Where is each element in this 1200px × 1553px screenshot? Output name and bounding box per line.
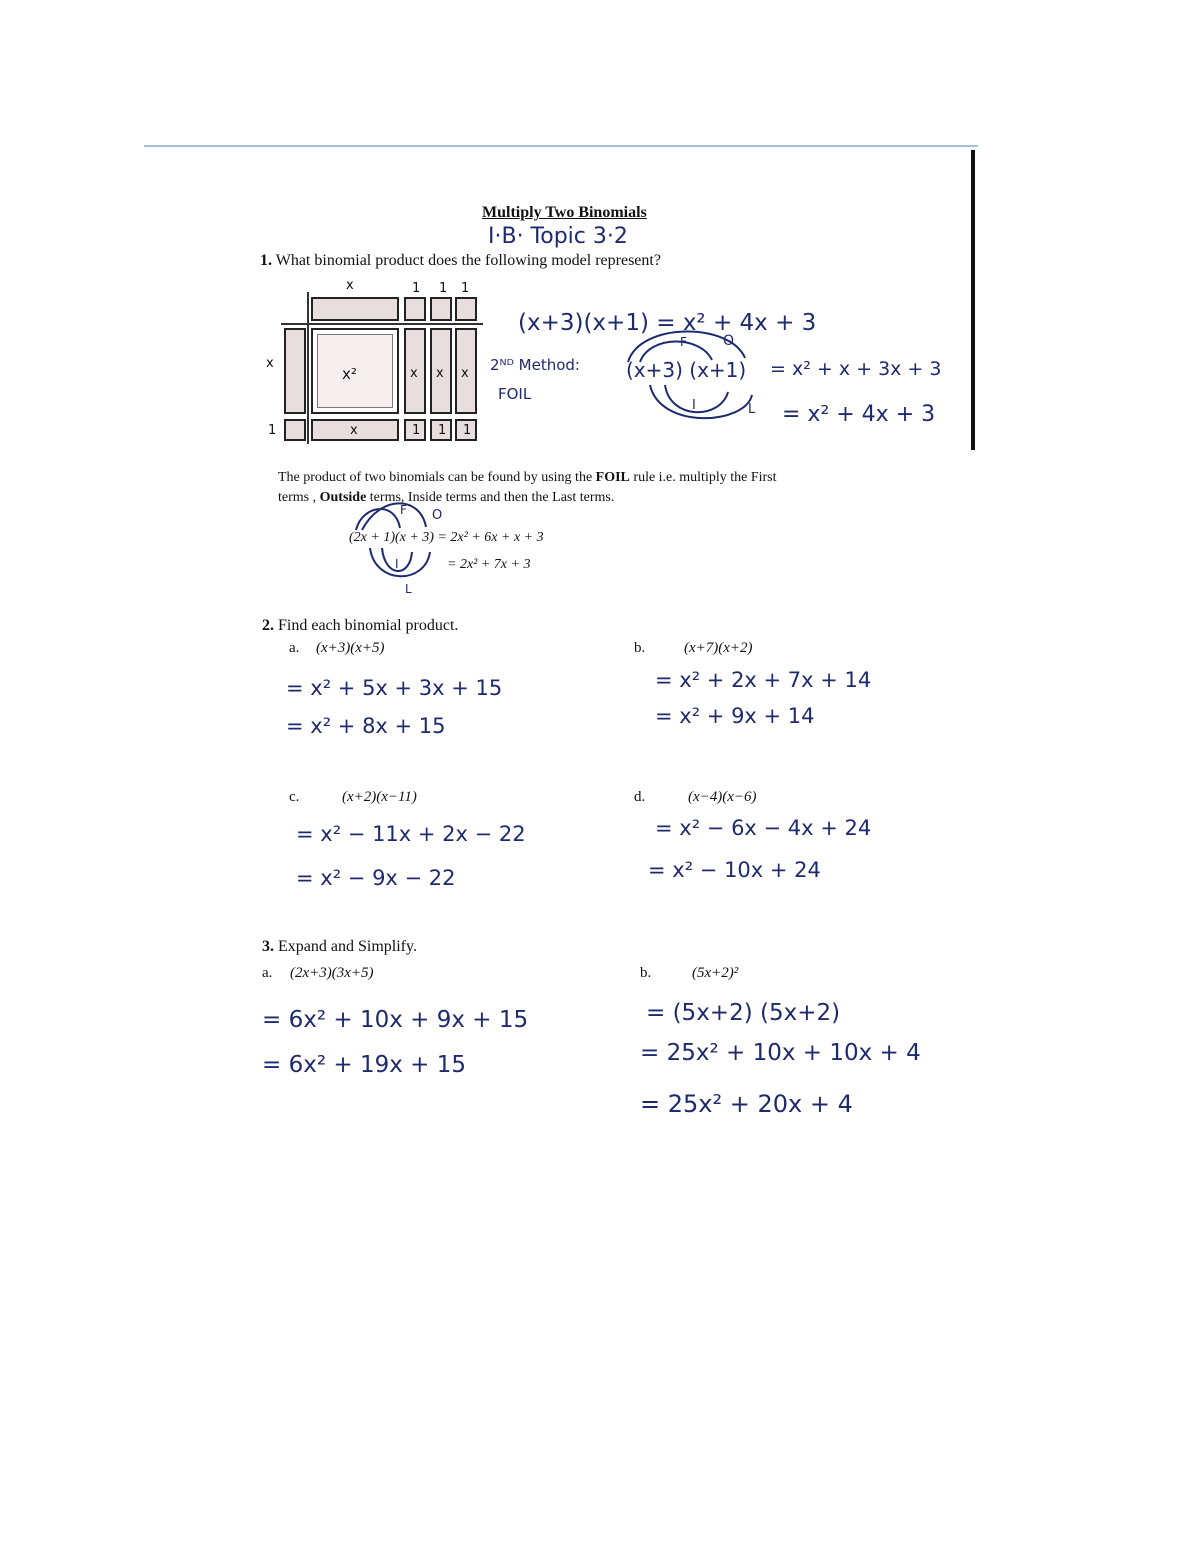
foil-example-line2: = 2x² + 7x + 3 [447, 557, 531, 572]
q2-prompt-text: Find each binomial product. [278, 617, 459, 634]
q2d-expression: (x−4)(x−6) [688, 789, 757, 805]
q2b-work1: = x² + 2x + 7x + 14 [655, 668, 872, 692]
tile-label-left-x: x [266, 356, 274, 371]
worksheet-subtitle-handwritten: I·B· Topic 3·2 [488, 224, 628, 249]
q2c-work2: = x² − 9x − 22 [296, 866, 456, 890]
q1-foil-letter-o: O [723, 333, 735, 349]
q2a-label: a. [289, 640, 300, 656]
q1-prompt-text: What binomial product does the following model represent? [275, 252, 661, 269]
tile-label-bottom-1a: 1 [412, 423, 421, 438]
tile-label-right-x2: x [436, 366, 444, 381]
q1-foil-letter-i: I [692, 398, 696, 413]
q3-prompt-text: Expand and Simplify. [278, 938, 417, 955]
tile-label-top-1b: 1 [439, 281, 448, 296]
q2d-work2: = x² − 10x + 24 [648, 858, 821, 882]
q2b-label: b. [634, 640, 646, 656]
q1-number: 1. [260, 252, 272, 269]
q3b-work2: = 25x² + 10x + 10x + 4 [640, 1040, 921, 1066]
foil-example-letter-l: L [405, 582, 412, 596]
foil-info-text-b: rule i.e. multiply the First [629, 470, 777, 485]
q2c-expression: (x+2)(x−11) [342, 789, 417, 805]
tile-label-top-1a: 1 [412, 281, 421, 296]
q2c-work1: = x² − 11x + 2x − 22 [296, 822, 526, 846]
q3b-label: b. [640, 965, 652, 981]
foil-example-line1: (2x + 1)(x + 3) = 2x² + 6x + x + 3 [349, 530, 544, 545]
foil-info-text-c: terms , [278, 490, 320, 505]
q2a-work2: = x² + 8x + 15 [286, 714, 446, 738]
q3a-work2: = 6x² + 19x + 15 [262, 1052, 466, 1078]
q1-answer-line3: = x² + 4x + 3 [782, 402, 936, 427]
foil-info-bold-foil: FOIL [595, 470, 630, 485]
q3a-expression: (2x+3)(3x+5) [290, 965, 374, 981]
q3b-work1: = (5x+2) (5x+2) [646, 1000, 841, 1026]
q3-prompt [262, 938, 417, 956]
q2b-work2: = x² + 9x + 14 [655, 704, 815, 728]
foil-info-text-a: The product of two binomials can be found by using the [278, 470, 596, 485]
tile-label-top-1c: 1 [461, 281, 470, 296]
foil-example-letter-f: F [400, 503, 407, 517]
q2-prompt [262, 617, 458, 635]
tile-label-bottom-1b: 1 [438, 423, 447, 438]
q1-foil-label: FOIL [498, 385, 532, 403]
tile-label-bottom-x: x [350, 423, 358, 438]
foil-info-text-d: terms, Inside terms and then the Last terms. [366, 490, 615, 505]
tile-label-right-x1: x [410, 366, 418, 381]
tile-label-top-x: x [346, 278, 354, 293]
worksheet-title: Multiply Two Binomials [482, 204, 647, 221]
q2a-work1: = x² + 5x + 3x + 15 [286, 676, 503, 700]
q1-foil-expression: (x+3) (x+1) [626, 358, 747, 382]
q2a-expression: (x+3)(x+5) [316, 640, 385, 656]
foil-example-letter-i: I [395, 557, 399, 571]
q1-foil-letter-l: L [748, 402, 756, 417]
q1-method-label: 2ᴺᴰ Method: [490, 356, 580, 374]
q2c-label: c. [289, 789, 300, 805]
q2d-work1: = x² − 6x − 4x + 24 [655, 816, 872, 840]
tile-label-left-1: 1 [268, 423, 277, 438]
foil-example-letter-o: O [432, 508, 443, 523]
q3b-work3: = 25x² + 20x + 4 [640, 1090, 853, 1118]
q2-number: 2. [262, 617, 274, 634]
q3b-expression: (5x+2)² [692, 965, 739, 981]
q3a-label: a. [262, 965, 273, 981]
q1-answer-line1: (x+3)(x+1) = x² + 4x + 3 [518, 310, 817, 336]
foil-info-bold-outside: Outside [319, 490, 367, 505]
tile-label-x-squared: x² [342, 365, 357, 383]
q2d-label: d. [634, 789, 646, 805]
q3-number: 3. [262, 938, 274, 955]
q1-answer-line2: = x² + x + 3x + 3 [770, 358, 942, 380]
q3a-work1: = 6x² + 10x + 9x + 15 [262, 1007, 529, 1033]
q1-foil-letter-f: F [680, 335, 687, 349]
tile-label-right-x3: x [461, 366, 469, 381]
q2b-expression: (x+7)(x+2) [684, 640, 753, 656]
tile-label-bottom-1c: 1 [463, 423, 472, 438]
